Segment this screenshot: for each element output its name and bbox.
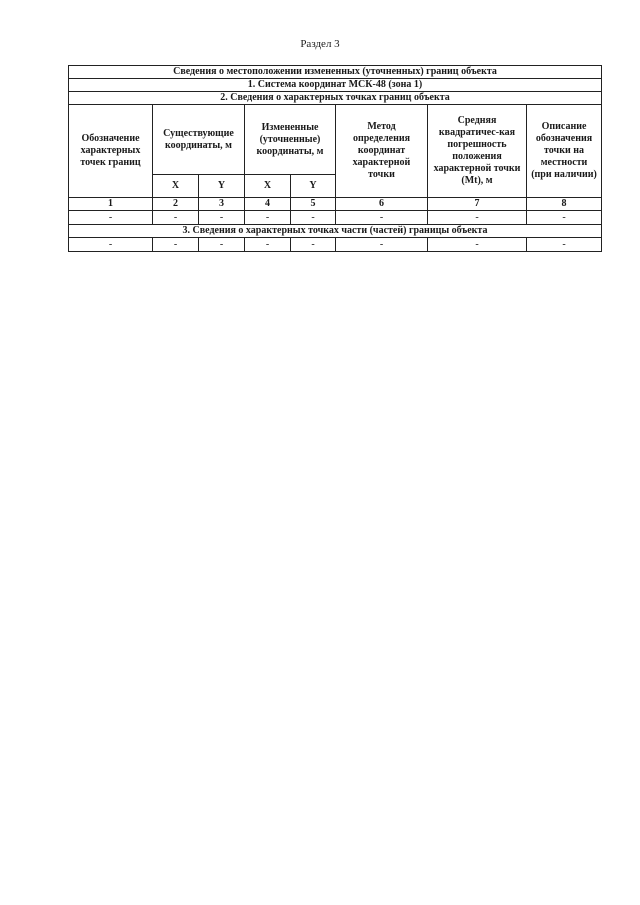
- column-number: 6: [336, 198, 428, 211]
- table-title: Сведения о местоположении измененных (уточненных) границ объекта: [69, 66, 602, 79]
- subsection-coordinate-system: 1. Система координат МСК-48 (зона 1): [69, 79, 602, 92]
- header-designation: Обозначение характерных точек границ: [69, 105, 153, 198]
- table-cell: -: [69, 238, 153, 252]
- column-number: 3: [199, 198, 245, 211]
- header-error: Средняя квадратичес-кая погрешность положения характерной точки (Mt), м: [428, 105, 527, 198]
- subsection-boundary-points: 2. Сведения о характерных точках границ объекта: [69, 92, 602, 105]
- header-description: Описание обозначения точки на местности (при наличии): [527, 105, 602, 198]
- table-cell: -: [527, 238, 602, 252]
- boundary-table: [68, 65, 602, 252]
- table-cell: -: [245, 211, 291, 225]
- header-changed-x: X: [245, 175, 291, 198]
- header-existing-y: Y: [199, 175, 245, 198]
- table-cell: -: [336, 211, 428, 225]
- table-cell: -: [199, 238, 245, 252]
- table-row: [69, 211, 602, 225]
- column-number: 2: [153, 198, 199, 211]
- table-cell: -: [153, 238, 199, 252]
- table-row: [69, 238, 602, 252]
- header-method: Метод определения координат характерной точки: [336, 105, 428, 198]
- header-changed-y: Y: [291, 175, 336, 198]
- header-changed-coordinates: Измененные (уточненные) координаты, м: [245, 105, 336, 175]
- table-cell: -: [291, 211, 336, 225]
- table-cell: -: [336, 238, 428, 252]
- header-existing-x: X: [153, 175, 199, 198]
- column-number: 8: [527, 198, 602, 211]
- table-cell: -: [291, 238, 336, 252]
- table-cell: -: [245, 238, 291, 252]
- table-cell: -: [69, 211, 153, 225]
- column-number: 4: [245, 198, 291, 211]
- table-cell: -: [428, 238, 527, 252]
- table-cell: -: [153, 211, 199, 225]
- subsection-part-boundary-points: 3. Сведения о характерных точках части (частей) границы объекта: [69, 225, 602, 238]
- table-cell: -: [428, 211, 527, 225]
- table-cell: -: [527, 211, 602, 225]
- header-existing-coordinates: Существующие координаты, м: [153, 105, 245, 175]
- section-title: Раздел 3: [300, 38, 340, 50]
- column-number: 5: [291, 198, 336, 211]
- column-numbers-row: [69, 198, 602, 211]
- column-number: 1: [69, 198, 153, 211]
- column-number: 7: [428, 198, 527, 211]
- table-cell: -: [199, 211, 245, 225]
